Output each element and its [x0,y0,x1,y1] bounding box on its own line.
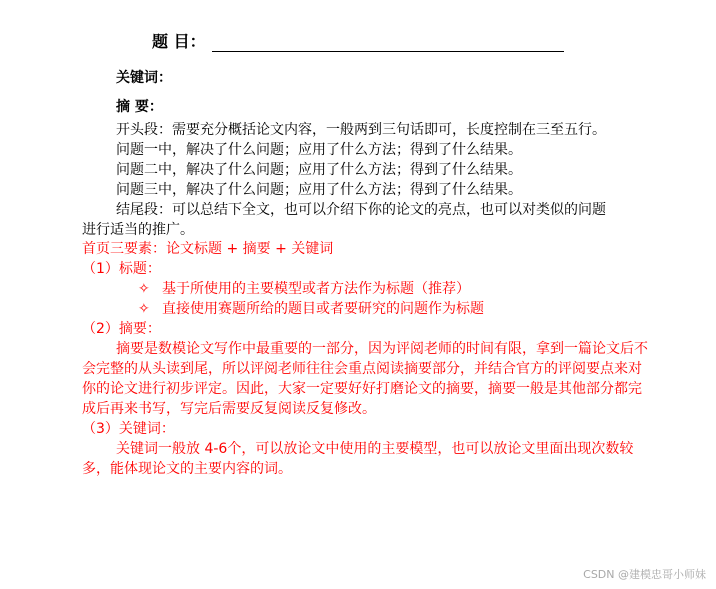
title-bullet-2-text: 直接使用赛题所给的题目或者要研究的问题作为标题 [162,301,484,317]
sparkle-bullet-icon: ✧ [138,301,150,317]
title-bullet-1-text: 基于所使用的主要模型或者方法作为标题（推荐） [162,281,470,297]
title-field [152,29,564,52]
abstract-section-text: 摘要是数模论文写作中最重要的一部分，因为评阅老师的时间有限，拿到一篇论文后不会完整的从头读到尾，所以评阅老师往往会重点阅读摘要部分，并结合官方的评阅要点来对你的论文进行初步评定。因此，大家一定要好好打磨论文的摘要，摘要一般是其他部分都完成后再来书写，写完后需要反复阅读反复修改。 [82,341,648,417]
title-bullet-1 [82,279,652,299]
abstract-line-problem-1: 问题一中，解决了什么问题；应用了什么方法；得到了什么结果。 [116,142,522,158]
keywords-section-heading: （3）关键词： [82,421,175,437]
title-label: 题 目： [152,32,206,51]
abstract-section-heading: （2）摘要： [82,321,161,337]
title-bullet-2 [82,299,652,319]
sparkle-bullet-icon: ✧ [138,281,150,297]
abstract-template-body [82,120,656,240]
csdn-watermark: CSDN @建模忠哥小师妹 [583,568,706,581]
abstract-line-closing-cont: 进行适当的推广。 [82,222,194,238]
abstract-line-opening: 开头段：需要充分概括论文内容，一般两到三句话即可，长度控制在三至五行。 [116,122,606,138]
keywords-label: 关键词： [116,70,172,86]
abstract-label: 摘 要： [116,99,163,115]
abstract-line-problem-3: 问题三中，解决了什么问题；应用了什么方法；得到了什么结果。 [116,182,522,198]
keywords-section-text: 关键词一般放 4-6个，可以放论文中使用的主要模型，也可以放论文里面出现次数较多，能体现论文的主要内容的词。 [82,441,634,477]
title-blank-line [212,32,564,52]
notes-intro: 首页三要素：论文标题 + 摘要 + 关键词 [82,241,334,257]
abstract-line-closing: 结尾段：可以总结下全文，也可以介绍下你的论文的亮点，也可以对类似的问题 [116,202,606,218]
title-section-heading: （1）标题： [82,261,161,277]
notes-block [82,239,652,479]
abstract-line-problem-2: 问题二中，解决了什么问题；应用了什么方法；得到了什么结果。 [116,162,522,178]
